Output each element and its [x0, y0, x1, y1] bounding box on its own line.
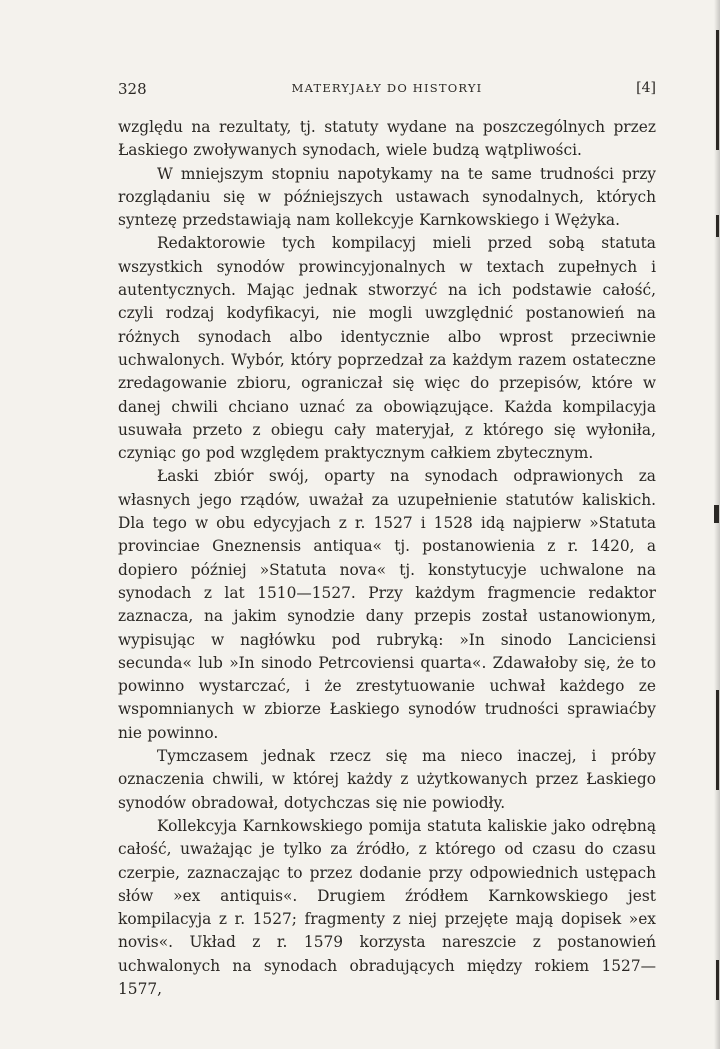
running-title: MATERYJAŁY DO HISTORYI	[291, 81, 483, 95]
page-edge-mark	[716, 30, 719, 150]
page-number: 328	[118, 80, 147, 98]
paragraph: Redaktorowie tych kompilacyj mieli przed sobą statuta wszystkich synodów prowincyjonalnych w textach zupełnych i autentycznych. Mając jednak stworzyć na ich podstawie całość, czyli rodzaj kodyfikacyi, nie mogli uwzględnić postanowień na różnych synodach albo identycznie albo wprost przeciwnie uchwalonych. Wybór, który poprzedzał za każdym razem ostateczne zredagowanie zbioru, ograniczał się więc do przepisów, które w danej chwili chciano uznać za obowiązujące. Każda kompilacyja usuwała przeto z obiegu cały materyjał, z którego się wyłoniła, czyniąc go pod względem praktycznym całkiem zbytecznym.	[118, 234, 656, 463]
page-edge-mark	[716, 215, 719, 237]
paragraph: Kollekcyja Karnkowskiego pomija statuta kaliskie jako odrębną całość, uważając je tylko za źródło, z którego od czasu do czasu czerpie, zaznaczając to przez dodanie przy odpowiednich ustępach słów »ex antiquis«. Drugiem źródłem Karnkowskiego jest kompilacyja z r. 1527; fragmenty z niej przejęte mają dopisek »ex novis«. Układ z r. 1579 korzysta nareszcie z postanowień uchwalonych na synodach obradujących między rokiem 1527—1577,	[118, 816, 656, 998]
paragraph: W mniejszym stopniu napotykamy na te same trudności przy rozglądaniu się w późniejszych ustawach synodalnych, których syntezę przedstawiają nam kollekcyje Karnkowskiego i Wężyka.	[118, 164, 656, 230]
page-edge-shadow	[714, 0, 720, 1049]
paragraph-continuation: względu na rezultaty, tj. statuty wydane na poszczególnych przez Łaskiego zwoływanych synodach, wiele budzą wątpliwości.	[118, 118, 656, 160]
body-text	[118, 116, 656, 1001]
paragraph: Łaski zbiór swój, oparty na synodach odprawionych za własnych jego rządów, uważał za uzupełnienie statutów kaliskich. Dla tego w obu edycyjach z r. 1527 i 1528 idą najpierw »Statuta provinciae Gneznensis antiqua« tj. postanowienia z r. 1420, a dopiero później »Statuta nova« tj. konstytucyje uchwalone na synodach z lat 1510—1527. Przy każdym fragmencie redaktor zaznacza, na jakim synodzie dany przepis został ustanowionym, wypisując w nagłówku pod rubryką: »In sinodo Lanciciensi secunda« lub »In sinodo Petrcoviensi quarta«. Zdawałoby się, że to powinno wystarczać, i że zrestytuowanie uchwał każdego ze wspomnianych w zbiorze Łaskiego synodów trudności sprawiaćby nie powinno.	[118, 467, 656, 742]
part-number: [4]	[636, 80, 656, 96]
page-header	[118, 80, 656, 102]
paragraph: Tymczasem jednak rzecz się ma nieco inaczej, i próby oznaczenia chwili, w której każdy z użytkowanych przez Łaskiego synodów obradował, dotychczas się nie powiodły.	[118, 747, 656, 812]
page-edge-mark	[714, 505, 719, 523]
page-edge-mark	[716, 690, 719, 790]
page-edge-mark	[716, 960, 719, 1000]
